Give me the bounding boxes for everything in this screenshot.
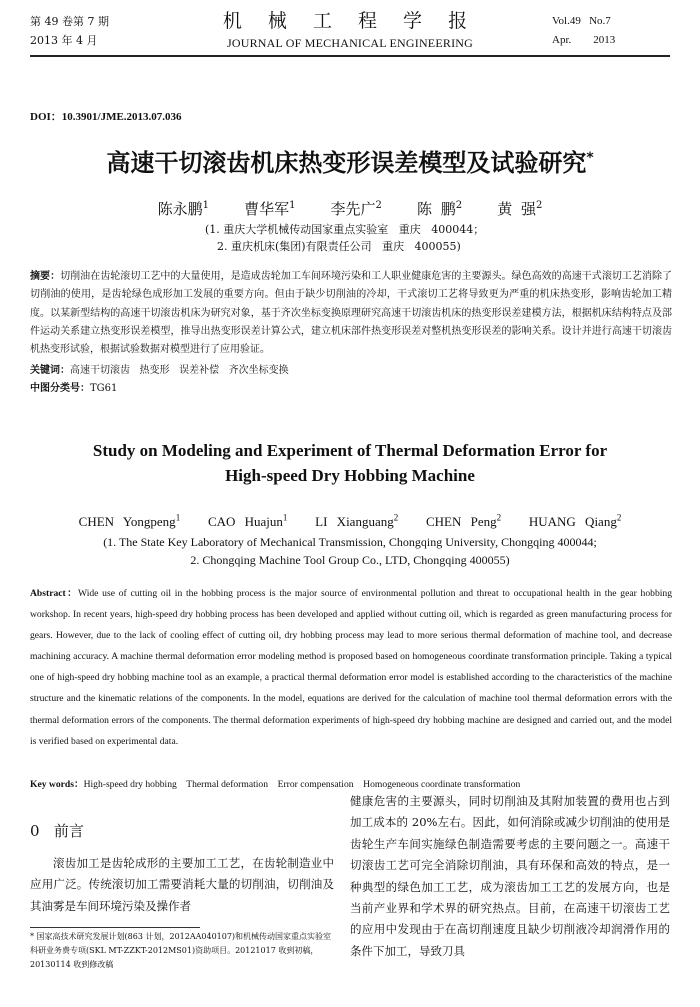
affiliation-en-2: 2. Chongqing Machine Tool Group Co., LTD, Chongqing 400055)	[190, 553, 510, 567]
date-en: Apr. 2013	[552, 34, 616, 46]
footnote-rule	[30, 927, 200, 928]
date-cn: 2013 年 4 月	[30, 34, 98, 47]
clc-number	[30, 379, 117, 394]
keywords-cn-text: 高速干切滚齿 热变形 误差补偿 齐次坐标变换	[70, 365, 289, 376]
body-left-text: 滚齿加工是齿轮成形的主要加工工艺，在齿轮制造业中应用广泛。传统滚切加工需要消耗大量的切削油，切削油及其油雾是车间环境污染及操作者	[30, 856, 334, 913]
journal-title-en: JOURNAL OF MECHANICAL ENGINEERING	[226, 36, 474, 50]
author-cn: 陈 鹏$^2$	[417, 200, 463, 218]
keywords-cn-label: 关键词：	[30, 365, 70, 376]
volume-en: Vol.49 No.7	[552, 15, 611, 27]
issue-info-en	[552, 12, 615, 50]
keywords-cn	[30, 361, 289, 376]
abstract-cn	[30, 268, 672, 359]
abstract-en-label: Abstract：	[30, 588, 79, 599]
author-en: LI Xianguang$^2$	[315, 513, 399, 530]
author-cn: 陈永鹏$^1$	[157, 200, 209, 218]
author-en: HUANG Qiang$^2$	[528, 513, 622, 530]
keywords-en-text: High-speed dry hobbing Thermal deformation Error compensation Homogeneous coordinate transformation	[83, 779, 521, 790]
author-cn: 李先广$^2$	[330, 200, 382, 218]
abstract-cn-text: 切削油在齿轮滚切工艺中的大量使用，是造成齿轮加工车间环境污染和工人职业健康危害的主要源头。绿色高效的高速干式滚切工艺消除了切削油的使用，是齿轮绿色成形加工发展的重要方向。但由于缺少切削油的冷却，干式滚切工艺将导致更为严重的机床热变形，影响齿轮加工精度。以某新型结构的高速干切滚齿机床为研究对象，基于齐次坐标变换原理研究高速干切滚齿机床的热变形误差建模方法，根据机床结构特点及部件运动关系建立热变形误差模型，推导出热变形误差计算公式，建立机床部件热变形误差对整机热变形误差的影响关系。设计并进行高速干切滚齿机热变形试验，根据试验数据对模型进行了应用验证。	[30, 271, 673, 356]
header-rule	[30, 55, 670, 57]
section-heading: 0 前言	[30, 822, 84, 840]
author-en: CAO Huajun$^1$	[207, 513, 288, 530]
affiliations-cn	[205, 221, 484, 255]
author-en: CHEN Yongpeng$^1$	[78, 513, 181, 530]
title-en	[0, 438, 700, 488]
title-cn	[0, 143, 700, 178]
keywords-en	[30, 776, 520, 790]
affiliations-en	[0, 533, 700, 569]
authors-en	[0, 513, 700, 530]
abstract-en-text: Wide use of cutting oil in the hobbing process is the major source of environmental pollution and threat to occupational health in the gear hobbing workshop. In recent years, high-speed dry hobbing process has been developed and applied without cutting oil, which is regarded as green manufacturing process for gears. However, due to the lack of cooling effect of cutting oil, dry hobbing process may lead to more serious thermal deformation of machine tool, and decrease machining accuracy. A machine thermal deformation error modeling method is proposed based on homogeneous coordinate transformation principle. Taking a typical one of high-speed dry hobbing machine tool as an example, a practical thermal deformation error model is established according to the characteristics of the machine structure and the kinematic relations of the components. In the model, equations are derived for the calculation of machine tool thermal deformation errors with the thermal deformation errors of the components. The thermal deformation experiments of high-speed dry hobbing machine are designed and carried out, and the model is verified based on experimental data.	[30, 588, 672, 747]
keywords-en-label: Key words：	[30, 779, 84, 790]
abstract-cn-label: 摘要：	[30, 271, 61, 282]
author-cn: 曹华军$^1$	[244, 200, 296, 218]
body-column-left	[30, 853, 334, 917]
title-en-line-2: High-speed Dry Hobbing Machine	[225, 466, 475, 485]
body-column-right: 健康危害的主要源头，同时切削油及其附加装置的费用也占到加工成本的 20%左右。因此，如何消除或减少切削油的使用是齿轮生产车间实施绿色制造需要考虑的主要问题之一。高速干切滚齿工艺可完全消除切削油，具有环保和高效的特点，是一种典型的绿色加工工艺，成为滚齿加工工艺的发展方向，也是当前产业界和学术界的研究热点。目前，在高速干切滚齿工艺的应用中发现由于在高切削速度且缺少切削液冷却润滑作用的条件下加工，导致刀具	[350, 794, 670, 958]
authors-cn	[0, 198, 700, 219]
affiliation-cn-1: (1. 重庆大学机械传动国家重点实验室 重庆 400044；	[205, 223, 485, 236]
affiliation-en-1: (1. The State Key Laboratory of Mechanical Transmission, Chongqing University, Chongqing 400044;	[103, 535, 597, 549]
journal-title-cn: 机 械 工 程 学 报	[222, 10, 478, 32]
title-cn-text: 高速干切滚齿机床热变形误差模型及试验研究	[106, 149, 587, 177]
affiliation-cn-2: 2. 重庆机床(集团)有限责任公司 重庆 400055)	[217, 240, 461, 253]
title-en-line-1: Study on Modeling and Experiment of Thermal Deformation Error for	[92, 441, 608, 460]
footnote: * 国家高技术研究发展计划(863 计划，2012AA040107)和机械传动国家重点实验室科研业务费专项(SKL MT-ZZKT-2012MS01)资助项目。20121017 收到初稿，20130114 收到修改稿	[30, 932, 332, 969]
clc-label: 中图分类号：	[30, 383, 90, 394]
author-cn: 黄 强$^2$	[497, 200, 543, 218]
doi: DOI：10.3901/JME.2013.07.036	[30, 111, 182, 123]
title-footnote-mark: *	[586, 150, 594, 166]
abstract-en	[30, 583, 672, 752]
volume-cn: 第 49 卷第 7 期	[30, 15, 109, 28]
clc-value: TG61	[90, 383, 118, 394]
author-en: CHEN Peng$^2$	[425, 513, 502, 530]
